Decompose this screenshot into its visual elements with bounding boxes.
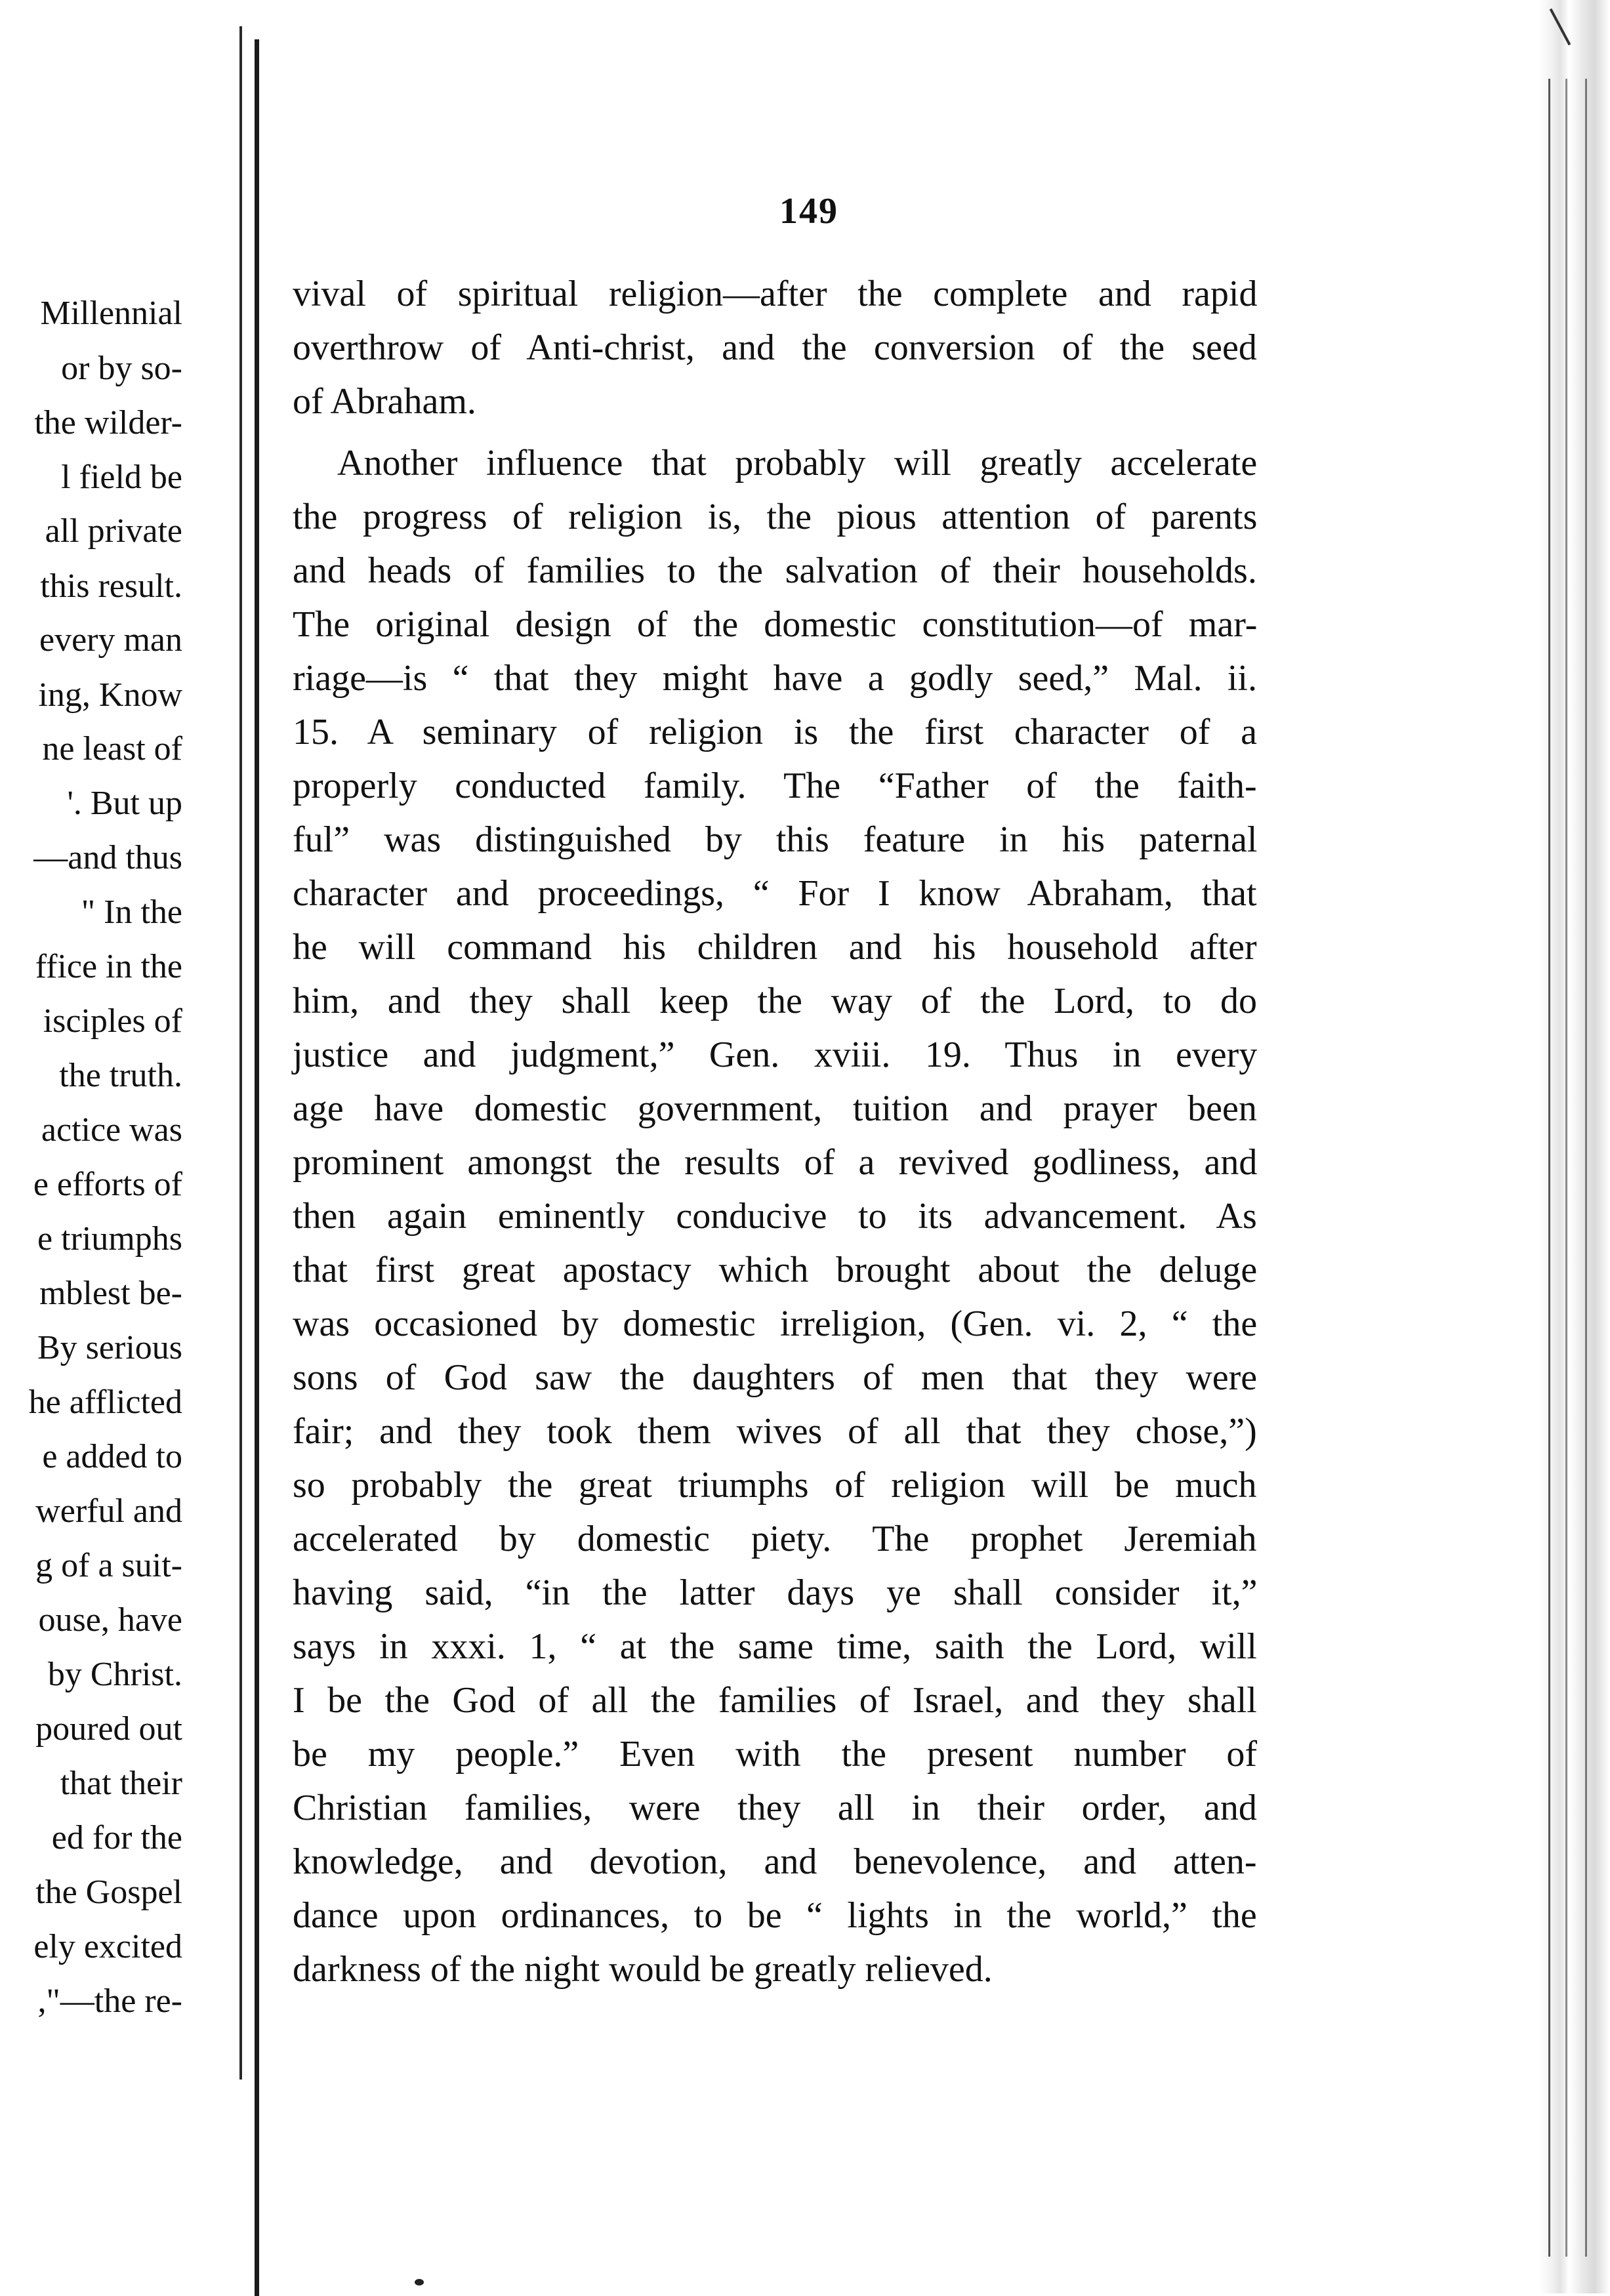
- text-line: prominent amongst the results of a revived godliness, and: [293, 1142, 1258, 1183]
- text-line: dance upon ordinances, to be “ lights in the world,” the: [293, 1895, 1257, 1936]
- text-line: be my people.” Even with the present number of: [293, 1734, 1257, 1774]
- left-page-line: e efforts of: [33, 1166, 182, 1203]
- text-line: knowledge, and devotion, and benevolence, and atten-: [293, 1841, 1257, 1882]
- left-page-line: " In the: [81, 893, 182, 931]
- text-line: of Abraham.: [293, 381, 476, 422]
- text-line: accelerated by domestic piety. The prophet Jeremiah: [293, 1519, 1257, 1559]
- left-page-line: the Gospel: [35, 1874, 182, 1911]
- page-edge-line: [1585, 79, 1587, 2257]
- left-page-line: the wilder-: [34, 404, 182, 441]
- left-page-line: g of a suit-: [35, 1547, 182, 1584]
- text-line: he will command his children and his household after: [293, 927, 1257, 968]
- text-line: says in xxxi. 1, “ at the same time, saith the Lord, will: [293, 1626, 1257, 1667]
- left-page-line: ,"—the re-: [37, 1982, 182, 2020]
- text-line: him, and they shall keep the way of the Lord, to do: [293, 981, 1258, 1021]
- text-line: that first great apostacy which brought about the deluge: [293, 1250, 1258, 1290]
- left-page-line: ed for the: [51, 1819, 182, 1856]
- left-page-line: Millennial: [40, 295, 182, 332]
- text-line: fair; and they took them wives of all that they chose,”): [293, 1411, 1257, 1452]
- text-line: so probably the great triumphs of religion will be much: [293, 1465, 1257, 1506]
- left-page-line: or by so-: [61, 350, 182, 387]
- text-line: ful” was distinguished by this feature in his paternal: [293, 819, 1258, 860]
- left-page-line: —and thus: [33, 839, 182, 876]
- page-edge-line: [1565, 79, 1567, 2257]
- gutter-shadow-line: [255, 39, 259, 2296]
- left-page-line: e added to: [42, 1438, 182, 1475]
- text-line: overthrow of Anti-christ, and the conversion of the seed: [293, 327, 1257, 368]
- left-page-line: mblest be-: [39, 1275, 182, 1312]
- text-line: justice and judgment,” Gen. xviii. 19. Thus in every: [293, 1035, 1258, 1075]
- left-page-line: '. But up: [67, 785, 182, 822]
- text-line: Another influence that probably will greatly accelerate: [337, 443, 1258, 483]
- text-line: having said, “in the latter days ye shall consider it,”: [293, 1572, 1258, 1613]
- text-line: the progress of religion is, the pious attention of parents: [293, 497, 1258, 537]
- text-line: character and proceedings, “ For I know Abraham, that: [293, 873, 1257, 914]
- text-line: Christian families, were they all in their order, and: [293, 1788, 1257, 1828]
- left-page-line: actice was: [41, 1111, 182, 1149]
- left-page-line: this result.: [40, 567, 182, 605]
- left-page-line: ely excited: [33, 1928, 182, 1965]
- left-page-line: by Christ.: [47, 1656, 182, 1693]
- left-page-line: ne least of: [42, 730, 182, 768]
- page-stack-edge: [1539, 0, 1610, 2293]
- page-number: 149: [779, 191, 838, 232]
- footer-ink-mark: [415, 2279, 424, 2286]
- left-page-line: werful and: [35, 1492, 182, 1530]
- text-line: sons of God saw the daughters of men that they were: [293, 1357, 1258, 1398]
- left-page-line: ffice in the: [35, 948, 182, 985]
- text-line: properly conducted family. The “Father of the faith-: [293, 766, 1257, 806]
- text-line: darkness of the night would be greatly relieved.: [293, 1949, 993, 1990]
- left-page-line: e triumphs: [37, 1220, 182, 1258]
- text-line: The original design of the domestic constitution—of mar-: [293, 604, 1258, 645]
- left-page-line: poured out: [35, 1710, 182, 1748]
- text-line: then again eminently conducive to its advancement. As: [293, 1196, 1257, 1237]
- left-page-line: isciples of: [43, 1002, 182, 1040]
- text-line: 15. A seminary of religion is the first character of a: [293, 712, 1257, 752]
- left-page-line: ouse, have: [38, 1601, 182, 1639]
- left-page-line: he afflicted: [28, 1384, 182, 1421]
- text-line: was occasioned by domestic irreligion, (Gen. vi. 2, “ the: [293, 1303, 1258, 1344]
- left-page-line: By serious: [37, 1329, 182, 1366]
- left-page-line: all private: [45, 512, 182, 550]
- left-page-fragment: [0, 0, 243, 2293]
- text-line: age have domestic government, tuition and prayer been: [293, 1088, 1257, 1129]
- text-line: and heads of families to the salvation of their households.: [293, 550, 1257, 591]
- left-page-line: l field be: [61, 459, 182, 496]
- left-page-line: every man: [39, 621, 182, 659]
- right-page: [260, 0, 1539, 2293]
- left-page-edge: [239, 26, 242, 2080]
- page-edge-line: [1548, 79, 1550, 2257]
- left-page-line: ing, Know: [38, 676, 182, 714]
- left-page-line: that their: [60, 1765, 182, 1802]
- left-page-line: the truth.: [59, 1057, 182, 1094]
- text-line: I be the God of all the families of Israel, and they shall: [293, 1680, 1257, 1721]
- text-line: riage—is “ that they might have a godly seed,” Mal. ii.: [293, 658, 1257, 699]
- text-line: vival of spiritual religion—after the complete and rapid: [293, 274, 1258, 314]
